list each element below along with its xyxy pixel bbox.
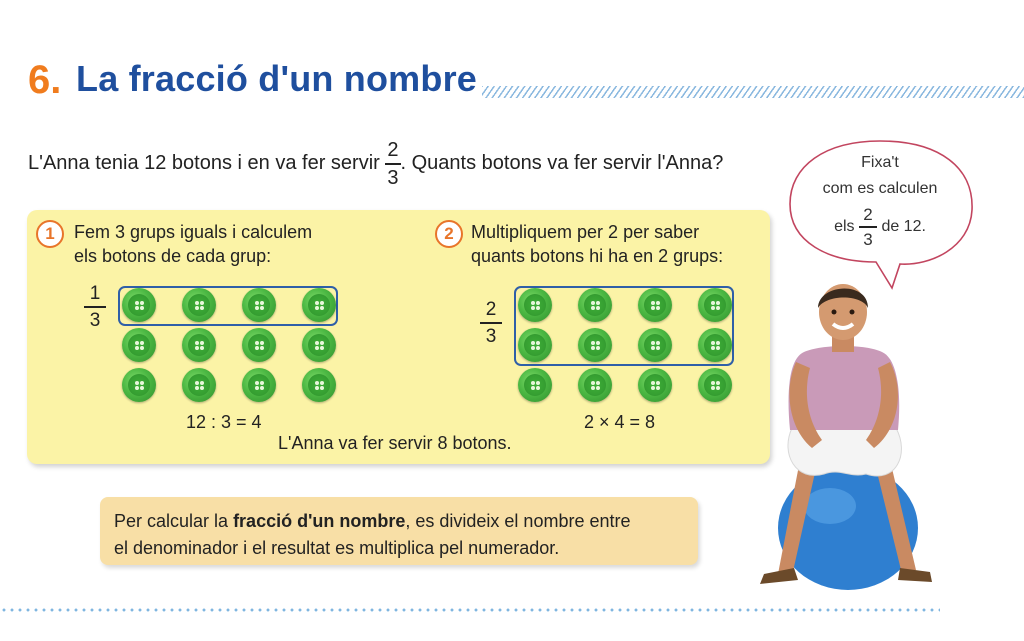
problem-text-after: . Quants botons va fer servir l'Anna?: [400, 152, 724, 175]
green-button-icon: [242, 368, 276, 402]
green-button-icon: [122, 288, 156, 322]
bottom-dotted-divider: [0, 608, 940, 612]
fraction-bar: [385, 163, 400, 165]
green-button-icon: [302, 368, 336, 402]
rule-line1: [114, 508, 631, 535]
green-button-icon: [698, 368, 732, 402]
step-2-line1: Multipliquem per 2 per saber: [471, 222, 700, 242]
fraction-numerator: 2: [387, 139, 399, 161]
green-button-icon: [518, 288, 552, 322]
fraction-numerator: 2: [485, 299, 497, 320]
bubble-fraction: [859, 206, 877, 248]
step-1-button-grid: [116, 284, 340, 402]
rule-line1-end: , es divideix el nombre entre: [405, 511, 631, 531]
bubble-de: de 12.: [881, 217, 926, 235]
step-2-line2: quants botons hi ha en 2 grups:: [471, 246, 724, 266]
green-button-icon: [578, 288, 612, 322]
answer-text: L'Anna va fer servir 8 botons.: [278, 433, 512, 453]
green-button-icon: [518, 368, 552, 402]
fraction-bar: [480, 322, 502, 324]
green-button-icon: [182, 328, 216, 362]
green-button-icon: [242, 328, 276, 362]
green-button-icon: [518, 328, 552, 362]
green-button-icon: [638, 328, 672, 362]
fraction-denominator: 3: [89, 309, 101, 331]
green-button-icon: [302, 328, 336, 362]
girl-on-ball-illustration: [740, 278, 940, 596]
green-button-icon: [698, 288, 732, 322]
fraction-denominator: 3: [863, 229, 873, 249]
fraction-denominator: 3: [387, 166, 399, 189]
fraction-denominator: 3: [485, 325, 497, 347]
step-2-fraction: [480, 300, 502, 346]
green-button-icon: [302, 288, 336, 322]
fraction-bar: [859, 226, 877, 228]
rule-keyword: fracció d'un nombre: [233, 511, 406, 531]
fraction-bar: [84, 306, 106, 308]
step-2-button-grid: [512, 284, 736, 402]
step-2-text: [471, 220, 723, 268]
green-button-icon: [242, 288, 276, 322]
bubble-line1: Fixa't: [861, 154, 899, 171]
step-2-equation: 2 × 4 = 8: [584, 412, 656, 432]
bubble-els: els: [834, 217, 855, 235]
step-2-number: 2: [435, 220, 463, 248]
green-button-icon: [182, 288, 216, 322]
bubble-line2: com es calculen: [822, 180, 938, 197]
green-button-icon: [122, 368, 156, 402]
green-button-icon: [578, 368, 612, 402]
step-1-text: [74, 220, 312, 268]
green-button-icon: [638, 368, 672, 402]
step-1-line2: els botons de cada grup:: [74, 246, 272, 266]
rule-line1-start: Per calcular la: [114, 511, 234, 531]
step-1-number: 1: [36, 220, 64, 248]
rule-text: [114, 508, 631, 562]
green-button-icon: [638, 288, 672, 322]
rule-line2: el denominador i el resultat es multiplica pel numerador.: [114, 538, 560, 558]
step-1-line1: Fem 3 grups iguals i calculem: [74, 222, 313, 242]
fraction-numerator: 2: [863, 205, 873, 224]
problem-statement: [28, 140, 723, 188]
bubble-text: [800, 150, 960, 248]
fraction-numerator: 1: [89, 283, 101, 304]
section-number: 6.: [28, 58, 62, 102]
problem-text-before: L'Anna tenia 12 botons i en va fer servir: [28, 152, 386, 175]
title-hatch-decoration: [482, 86, 1024, 98]
green-button-icon: [122, 328, 156, 362]
step-1-equation: 12 : 3 = 4: [186, 412, 262, 432]
green-button-icon: [182, 368, 216, 402]
green-button-icon: [698, 328, 732, 362]
step-1-fraction: [84, 284, 106, 330]
problem-fraction: [385, 140, 400, 188]
page-title: La fracció d'un nombre: [76, 58, 478, 99]
green-button-icon: [578, 328, 612, 362]
bubble-line3: [800, 206, 960, 248]
